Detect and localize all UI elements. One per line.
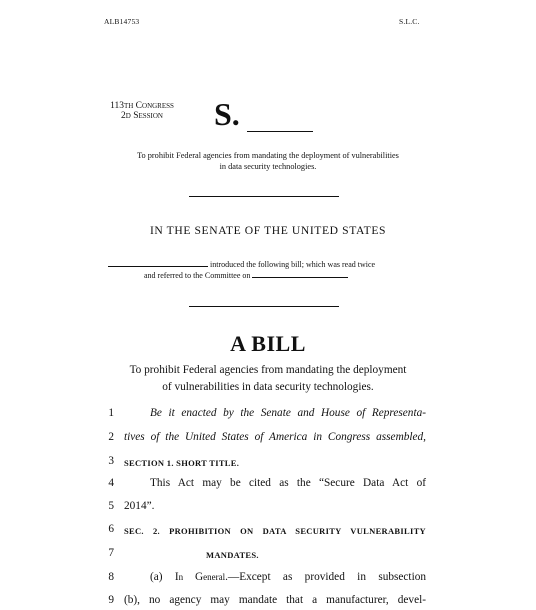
body-text: (b), no agency may mandate that a manufacturer, devel- <box>124 594 426 606</box>
slc-marker: S.L.C. <box>399 17 420 26</box>
line-number: 2 <box>108 431 114 443</box>
divider-rule <box>189 196 339 197</box>
line-number: 8 <box>108 571 114 583</box>
committee-blank <box>252 277 348 278</box>
body-text: (a) In General.—Except as provided in subsection <box>150 571 427 583</box>
line-number: 5 <box>108 500 114 512</box>
enacting-clause: tives of the United States of America in Congress assembled, <box>124 431 426 443</box>
line-number: 7 <box>108 547 114 559</box>
intro-text-2: and referred to the Committee on <box>144 270 251 280</box>
line-number: 6 <box>108 523 114 535</box>
session-label: 2d Session <box>121 111 163 121</box>
section-heading: SEC. 2. PROHIBITION ON DATA SECURITY VULNERABILITY <box>124 526 426 536</box>
bill-purpose-line-2: of vulnerabilities in data security technologies. <box>162 381 374 393</box>
section-heading: SECTION 1. SHORT TITLE. <box>124 458 240 468</box>
document-id: ALB14753 <box>104 17 140 26</box>
body-text: 2014”. <box>124 500 155 512</box>
line-number: 1 <box>108 407 114 419</box>
introduction-statement <box>108 260 438 281</box>
line-number: 9 <box>108 594 114 606</box>
line-number: 3 <box>108 455 114 467</box>
divider-rule-2 <box>189 306 339 307</box>
sponsor-blank <box>108 266 208 267</box>
bill-purpose <box>100 362 436 396</box>
enacting-clause: Be it enacted by the Senate and House of Representa- <box>150 407 426 419</box>
intro-text-1: introduced the following bill; which was read twice <box>210 260 376 269</box>
purpose-summary-line-2: in data security technologies. <box>219 162 317 171</box>
congress-label: 113th Congress <box>110 101 174 111</box>
senate-heading: IN THE SENATE OF THE UNITED STATES <box>149 224 387 237</box>
bill-letter: S. <box>214 96 240 132</box>
bill-purpose-line-1: To prohibit Federal agencies from mandating the deployment <box>129 364 407 376</box>
congress-session <box>104 101 180 121</box>
line-number: 4 <box>108 477 114 489</box>
purpose-summary-line-1: To prohibit Federal agencies from mandating the deployment of vulnerabilities <box>137 151 399 160</box>
section-heading: MANDATES. <box>206 550 259 560</box>
body-text: This Act may be cited as the “Secure Data Act of <box>150 477 426 489</box>
purpose-summary <box>98 150 438 172</box>
bill-title: A BILL <box>230 331 306 356</box>
bill-number-blank <box>247 131 313 132</box>
